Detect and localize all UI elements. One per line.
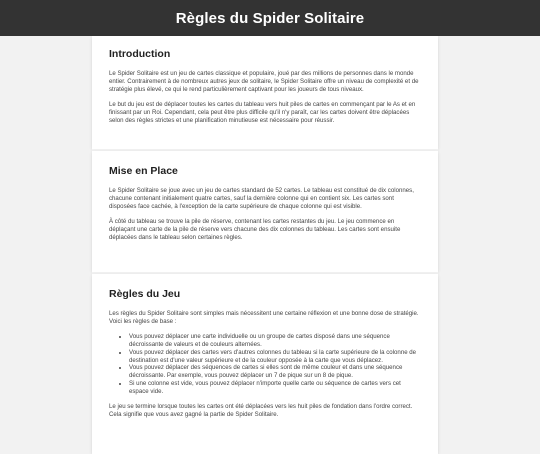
section-heading-mise-en-place: Mise en Place bbox=[109, 165, 178, 177]
section-heading-regles-du-jeu: Règles du Jeu bbox=[109, 288, 181, 300]
introduction-paragraph-1: Le Spider Solitaire est un jeu de cartes classique et populaire, joué par des millions de personnes dans le monde entier. Contrairement à de nombreux autres jeux de solitaire, le Spider Solitaire offre un niveau de complexité et de stratégie plus élevé, ce qui le rend particulièrement captivant pour les joueurs de tous niveaux. bbox=[109, 70, 419, 93]
rule-item: • Vous pouvez déplacer des cartes vers d'autres colonnes du tableau si la carte supérieure de la colonne de destination est d'une valeur supérieure et de la couleur opposée à la carte que vous déplacez. bbox=[129, 349, 421, 365]
regles-closing-paragraph: Le jeu se termine lorsque toutes les cartes ont été déplacées vers les huit piles de fondation dans l'ordre correct. Cela signifie que vous avez gagné la partie de Spider Solitaire. bbox=[109, 403, 413, 418]
section-mise-en-place bbox=[92, 151, 438, 272]
section-regles-du-jeu bbox=[92, 274, 438, 454]
rule-item: • Vous pouvez déplacer des séquences de cartes si elles sont de même couleur et dans une séquence décroissante. Par exemple, vous pouvez déplacer un 7 de pique sur un 8 de pique. bbox=[129, 364, 421, 380]
rules-content[interactable] bbox=[92, 36, 438, 418]
section-introduction bbox=[92, 36, 438, 149]
rule-item: • Si une colonne est vide, vous pouvez déplacer n'importe quelle carte ou séquence de cartes vers cet espace vide. bbox=[129, 380, 421, 396]
page-title: Règles du Spider Solitaire bbox=[175, 9, 365, 27]
section-heading-introduction: Introduction bbox=[109, 48, 171, 60]
rules-list bbox=[109, 333, 421, 396]
regles-intro-paragraph: Les règles du Spider Solitaire sont simples mais nécessitent une certaine réflexion et une bonne dose de stratégie. Voici les règles de base : bbox=[109, 310, 419, 325]
introduction-paragraph-2: Le but du jeu est de déplacer toutes les cartes du tableau vers huit piles de cartes en commençant par le As et en finissant par un Roi. Cependant, cela peut être plus difficile qu'il n'y paraît, car les cartes doivent être déplacées selon des règles strictes et une planification minutieuse est nécessaire pour réussir. bbox=[109, 100, 416, 124]
rule-item: • Vous pouvez déplacer une carte individuelle ou un groupe de cartes disposé dans une séquence décroissante de valeurs et de couleurs alternées. bbox=[129, 333, 421, 349]
site-header bbox=[0, 0, 540, 36]
mise-en-place-paragraph-1: Le Spider Solitaire se joue avec un jeu de cartes standard de 52 cartes. Le tableau est constitué de dix colonnes, chacune contenant initialement quatre cartes, sauf la dernière colonne qui en contient six. Les cartes sont disposées face cachée, à l'exception de la carte supérieure de chaque colonne qui est visible. bbox=[109, 187, 414, 210]
mise-en-place-paragraph-2: À côté du tableau se trouve la pile de réserve, contenant les cartes restantes du jeu. Le jeu commence en déplaçant une carte de la pile de réserve vers chacune des dix colonnes du tableau. Les cartes sont ensuite déplacées dans le tableau selon certaines règles. bbox=[109, 217, 401, 241]
